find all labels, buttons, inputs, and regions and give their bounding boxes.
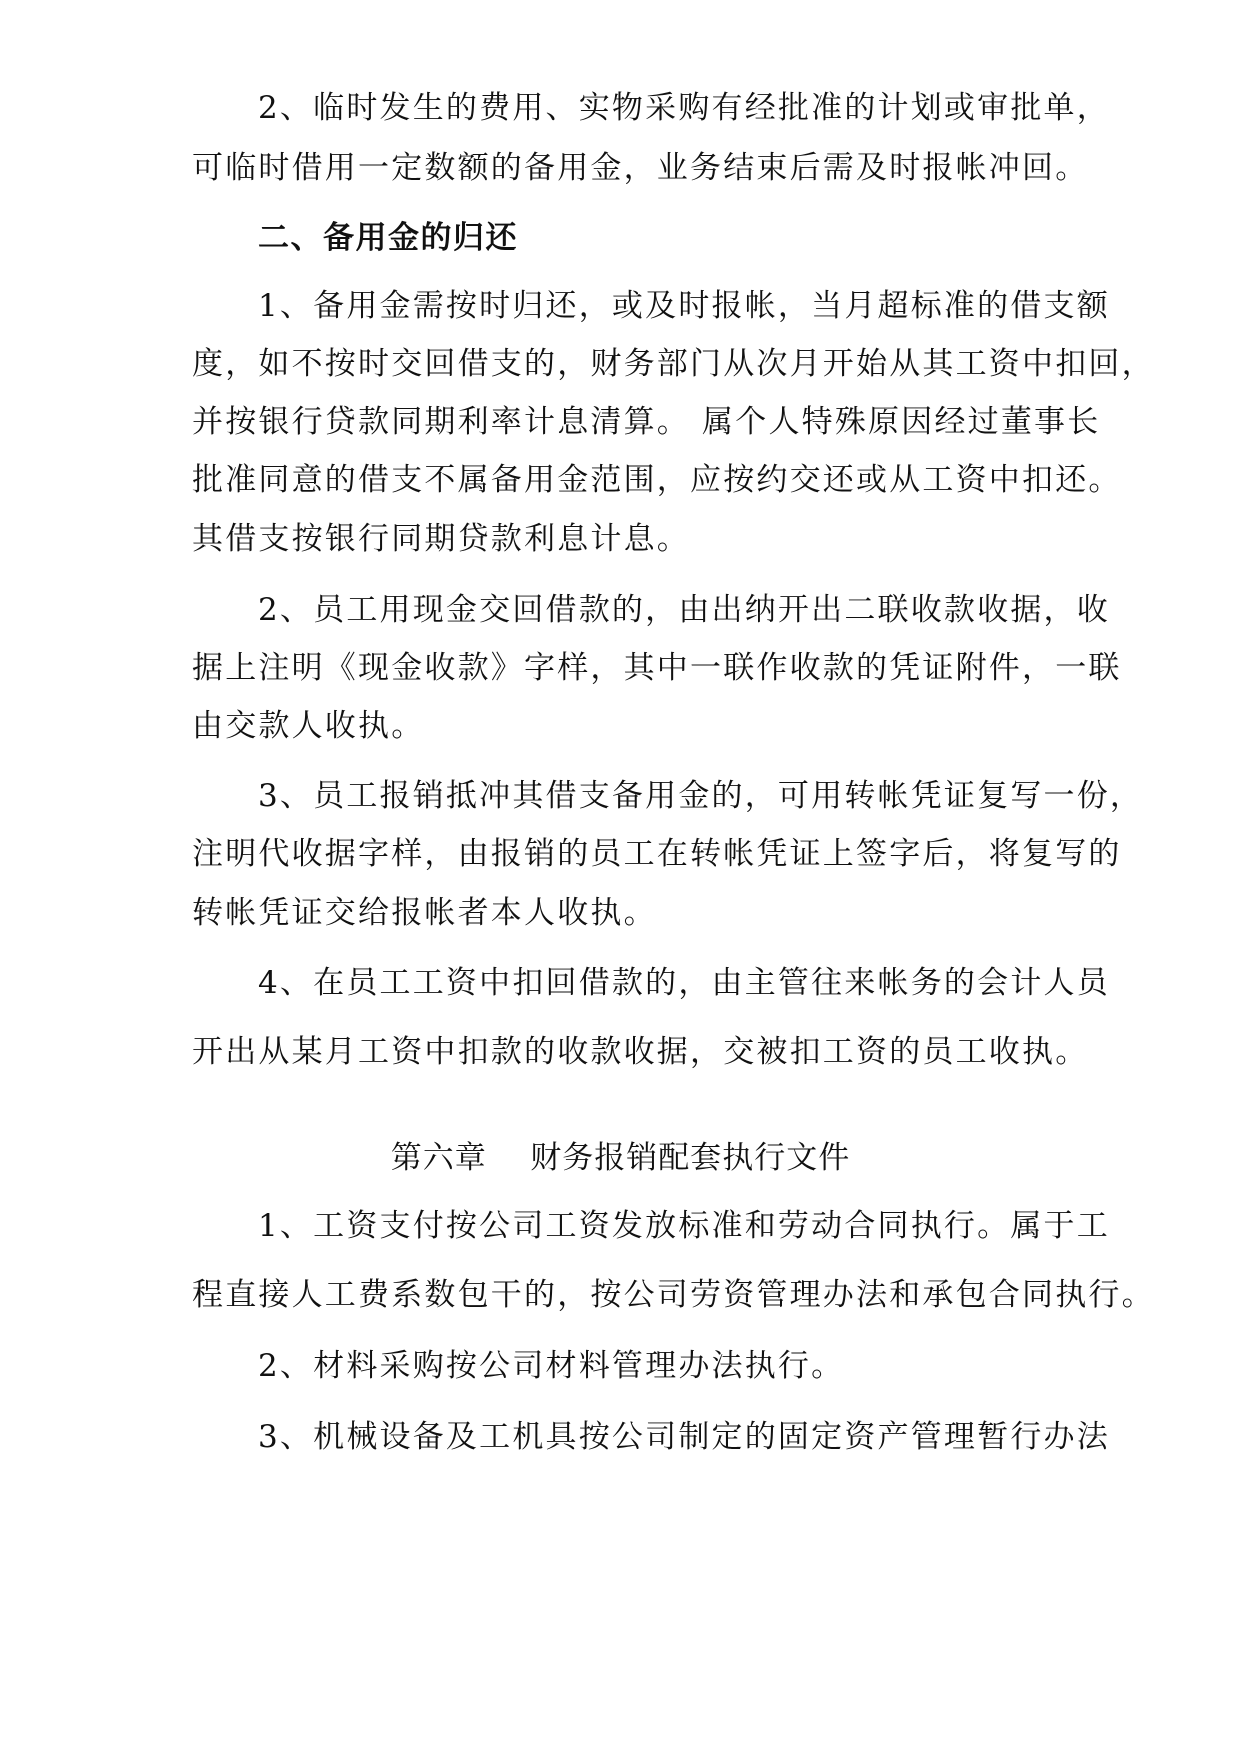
paragraph-line: 注明代收据字样，由报销的员工在转帐凭证上签字后，将复写的	[192, 836, 1122, 872]
paragraph-line: 1、备用金需按时归还，或及时报帐，当月超标准的借支额	[258, 288, 1110, 324]
paragraph-line: 度，如不按时交回借支的，财务部门从次月开始从其工资中扣回，	[192, 346, 1155, 382]
paragraph-line: 并按银行贷款同期利率计息清算。 属个人特殊原因经过董事长	[192, 404, 1101, 440]
paragraph-line: 3、员工报销抵冲其借支备用金的，可用转帐凭证复写一份，	[258, 778, 1144, 814]
paragraph-line: 由交款人收执。	[192, 708, 425, 744]
paragraph-line: 2、材料采购按公司材料管理办法执行。	[258, 1348, 845, 1384]
paragraph-line: 4、在员工工资中扣回借款的，由主管往来帐务的会计人员	[258, 965, 1110, 1001]
paragraph-line: 可临时借用一定数额的备用金，业务结束后需及时报帐冲回。	[192, 150, 1089, 186]
paragraph-line: 批准同意的借支不属备用金范围，应按约交还或从工资中扣还。	[192, 462, 1122, 498]
paragraph-line: 2、临时发生的费用、实物采购有经批准的计划或审批单，	[258, 90, 1110, 126]
chapter-title: 第六章 财务报销配套执行文件	[390, 1140, 851, 1176]
paragraph-line: 1、工资支付按公司工资发放标准和劳动合同执行。属于工	[258, 1208, 1110, 1244]
paragraph-line: 程直接人工费系数包干的，按公司劳资管理办法和承包合同执行。	[192, 1277, 1155, 1313]
paragraph-line: 其借支按银行同期贷款利息计息。	[192, 521, 690, 557]
paragraph-line: 开出从某月工资中扣款的收款收据，交被扣工资的员工收执。	[192, 1034, 1089, 1070]
section-heading: 二、备用金的归还	[258, 220, 518, 256]
paragraph-line: 转帐凭证交给报帐者本人收执。	[192, 895, 657, 931]
paragraph-line: 3、机械设备及工机具按公司制定的固定资产管理暂行办法	[258, 1419, 1110, 1455]
paragraph-line: 据上注明《现金收款》字样，其中一联作收款的凭证附件，一联	[192, 650, 1122, 686]
paragraph-line: 2、员工用现金交回借款的，由出纳开出二联收款收据，收	[258, 592, 1110, 628]
